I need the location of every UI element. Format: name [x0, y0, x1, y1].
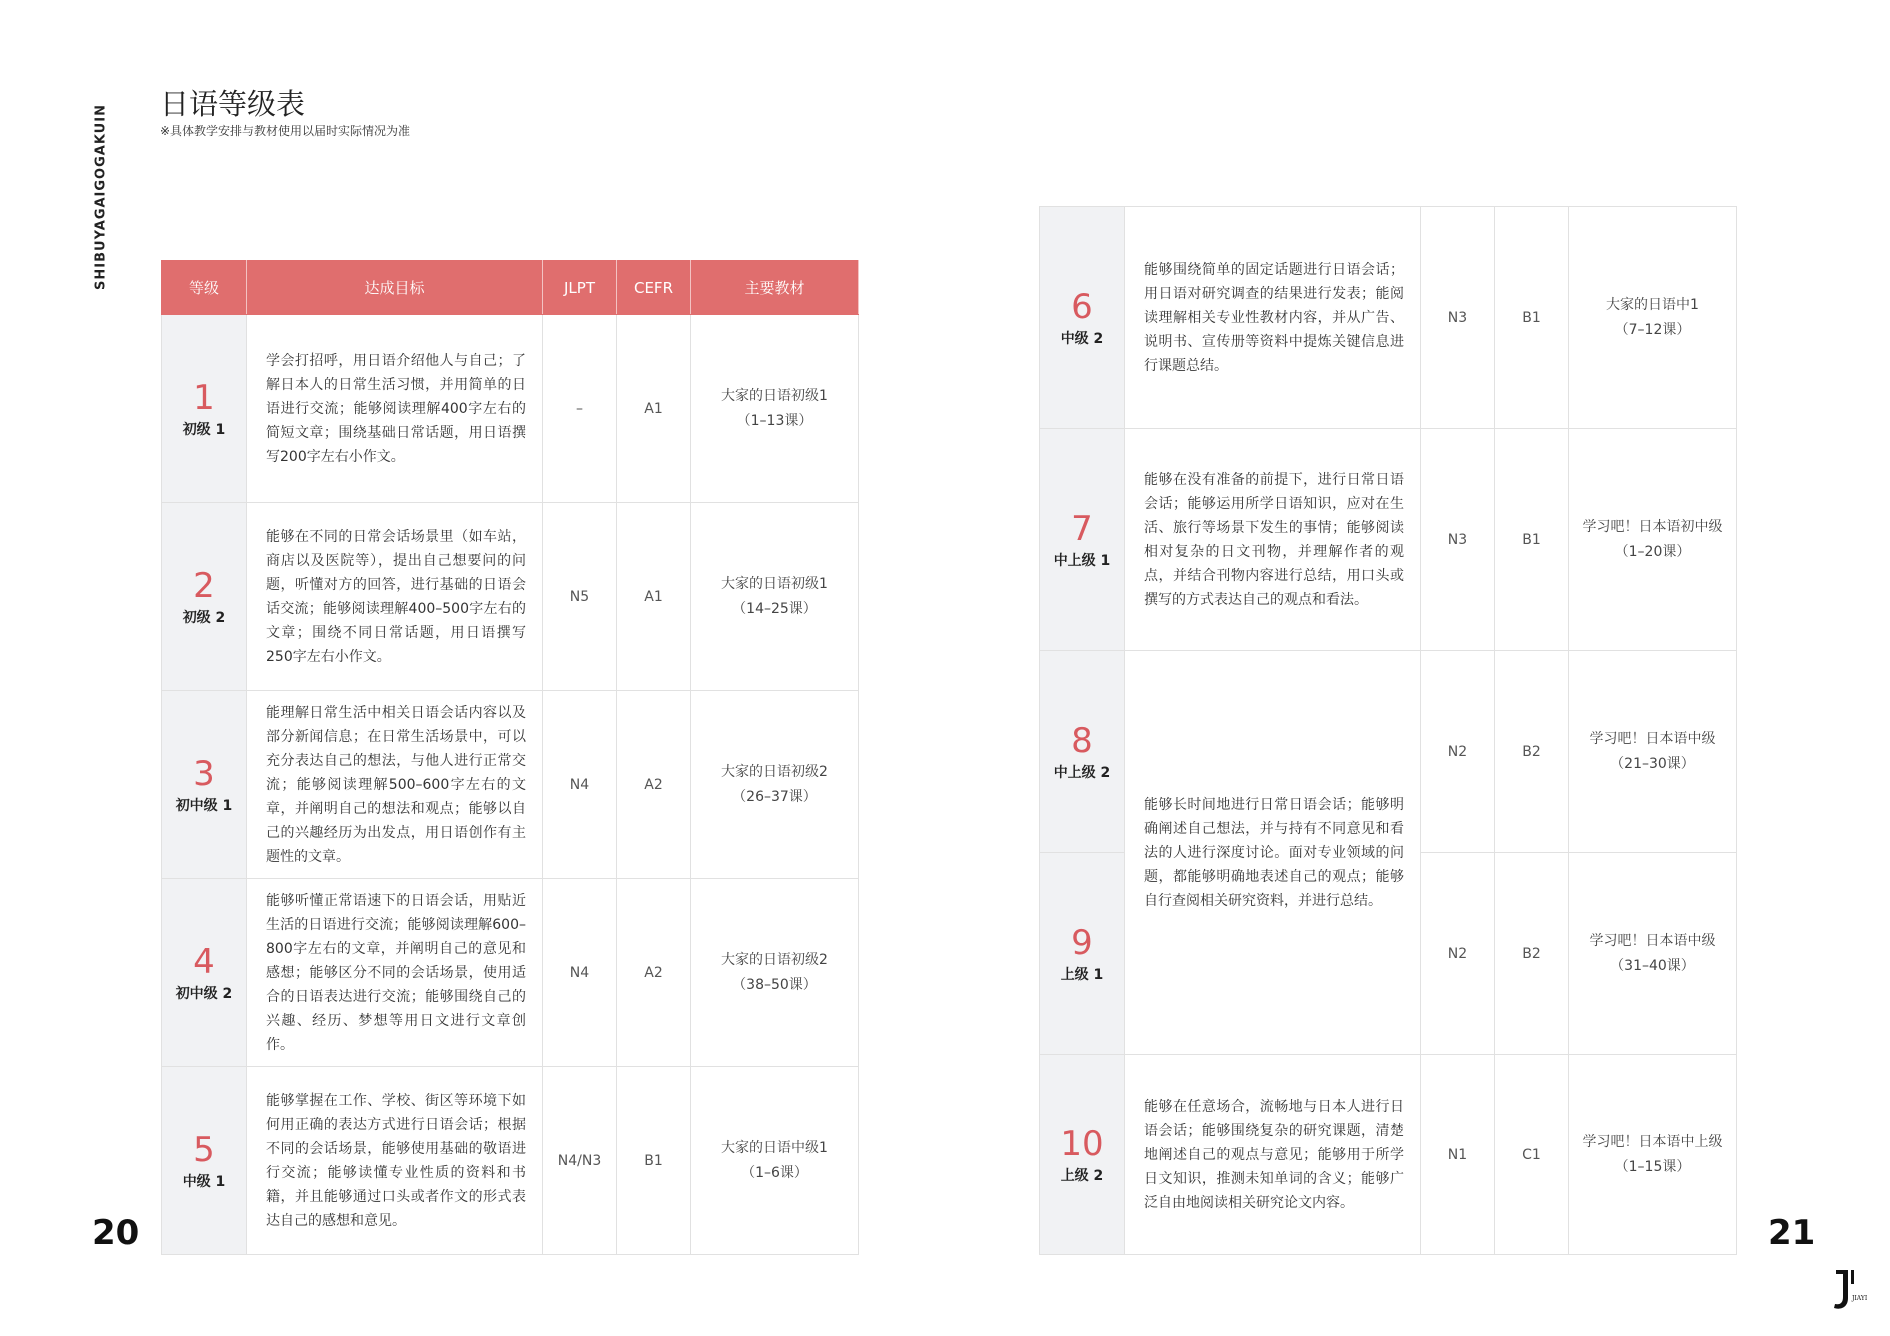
- material-lessons: （1–6课）: [741, 1164, 808, 1181]
- goal-text: 能理解日常生活中相关日语会话内容以及部分新闻信息；在日常生活场景中，可以充分表达自己的想法，与他人进行正常交流；能够阅读理解500–600字左右的文章，并阐明自己的想法和观点；能够以自己的兴趣经历为出发点，用日语创作有主题性的文章。: [247, 691, 543, 879]
- level-number: 5: [193, 1129, 215, 1170]
- material-cell: [691, 315, 859, 503]
- material-lessons: （31–40课）: [1610, 957, 1695, 974]
- level-cell: [162, 691, 247, 879]
- material-cell: [1569, 651, 1737, 853]
- level-name: 初级 2: [182, 609, 226, 626]
- table-row: [1040, 651, 1737, 853]
- jlpt-value: N2: [1421, 651, 1495, 853]
- goal-text: 能够长时间地进行日常日语会话；能够明确阐述自己想法，并与持有不同意见和看法的人进行深度讨论。面对专业领域的问题，都能够明确地表述自己的观点；能够自行查阅相关研究资料，并进行总结。: [1125, 651, 1421, 1055]
- jlpt-value: –: [543, 315, 617, 503]
- goal-text: 学会打招呼，用日语介绍他人与自己；了解日本人的日常生活习惯，并用简单的日语进行交流；能够阅读理解400字左右的简短文章；围绕基础日常话题，用日语撰写200字左右小作文。: [247, 315, 543, 503]
- cefr-value: A2: [617, 691, 691, 879]
- level-name: 初中级 2: [175, 985, 233, 1002]
- goal-text: 能够在没有准备的前提下，进行日常日语会话；能够运用所学日语知识，应对在生活、旅行等场景下发生的事情；能够阅读相对复杂的日文刊物，并理解作者的观点，并结合刊物内容进行总结，用口头或撰写的方式表达自己的观点和看法。: [1125, 429, 1421, 651]
- table-row: [1040, 207, 1737, 429]
- level-name: 初中级 1: [175, 797, 233, 814]
- goal-text: 能够在不同的日常会话场景里（如车站，商店以及医院等），提出自己想要问的问题，听懂对方的回答，进行基础的日语会话交流；能够阅读理解400–500字左右的文章；围绕不同日常话题，用日语撰写250字左右小作文。: [247, 503, 543, 691]
- level-cell: [1040, 1055, 1125, 1255]
- level-name: 中上级 2: [1053, 764, 1111, 781]
- material-title: 学习吧！日本语中级: [1589, 730, 1716, 747]
- cefr-value: B1: [1495, 207, 1569, 429]
- material-title: 大家的日语初级2: [721, 951, 828, 968]
- goal-text: 能够在任意场合，流畅地与日本人进行日语会话；能够围绕复杂的研究课题，清楚地阐述自己的观点与意见；能够用于所学日文知识，推测未知单词的含义；能够广泛自由地阅读相关研究论文内容。: [1125, 1055, 1421, 1255]
- level-number: 8: [1071, 720, 1093, 761]
- table-row: [1040, 429, 1737, 651]
- school-name-vertical: SHIBUYAGAIGOGAKUIN: [93, 104, 109, 290]
- jlpt-value: N4/N3: [543, 1067, 617, 1255]
- jlpt-value: N1: [1421, 1055, 1495, 1255]
- level-name: 上级 2: [1060, 1167, 1104, 1184]
- level-cell: [162, 315, 247, 503]
- level-name: 中上级 1: [1053, 552, 1111, 569]
- level-table-right: [1039, 206, 1737, 1255]
- level-name: 中级 2: [1060, 330, 1104, 347]
- cefr-value: B1: [617, 1067, 691, 1255]
- level-number: 3: [193, 753, 215, 794]
- material-lessons: （1–15课）: [1614, 1158, 1691, 1175]
- level-number: 1: [193, 377, 215, 418]
- table-row: [162, 1067, 859, 1255]
- table-header-row: [162, 261, 859, 315]
- jlpt-value: N2: [1421, 853, 1495, 1055]
- level-cell: [162, 1067, 247, 1255]
- material-cell: [691, 503, 859, 691]
- cefr-value: A2: [617, 879, 691, 1067]
- level-table-left: [161, 260, 859, 1255]
- material-cell: [691, 1067, 859, 1255]
- level-cell: [162, 503, 247, 691]
- goal-text: 能够围绕简单的固定话题进行日语会话；用日语对研究调查的结果进行发表；能阅读理解相关专业性教材内容，并从广告、说明书、宣传册等资料中提炼关键信息进行课题总结。: [1125, 207, 1421, 429]
- cefr-value: C1: [1495, 1055, 1569, 1255]
- level-number: 2: [193, 565, 215, 606]
- level-number: 9: [1071, 922, 1093, 963]
- level-number: 10: [1060, 1123, 1104, 1164]
- page-note: ※具体教学安排与教材使用以届时实际情况为准: [160, 124, 411, 138]
- material-lessons: （26–37课）: [732, 788, 817, 805]
- material-lessons: （1–13课）: [736, 412, 813, 429]
- material-title: 大家的日语初级1: [721, 387, 828, 404]
- material-title: 学习吧！日本语中级: [1589, 932, 1716, 949]
- material-lessons: （38–50课）: [732, 976, 817, 993]
- header-cefr: CEFR: [617, 261, 691, 315]
- page-number-right: 21: [1768, 1213, 1816, 1253]
- page-number-left: 20: [92, 1213, 140, 1253]
- level-number: 4: [193, 941, 215, 982]
- level-name: 初级 1: [182, 421, 226, 438]
- page-title: 日语等级表: [160, 87, 306, 121]
- table-row: [1040, 1055, 1737, 1255]
- material-cell: [1569, 1055, 1737, 1255]
- material-title: 大家的日语中级1: [721, 1139, 828, 1156]
- level-name: 中级 1: [182, 1173, 226, 1190]
- material-lessons: （1–20课）: [1614, 543, 1691, 560]
- goal-text: 能够掌握在工作、学校、街区等环境下如何用正确的表达方式进行日语会话；根据不同的会话场景，能够使用基础的敬语进行交流；能够读懂专业性质的资料和书籍，并且能够通过口头或者作文的形式表达自己的感想和意见。: [247, 1067, 543, 1255]
- material-title: 学习吧！日本语中上级: [1582, 1133, 1723, 1150]
- cefr-value: B2: [1495, 853, 1569, 1055]
- table-row: [162, 879, 859, 1067]
- level-cell: [1040, 853, 1125, 1055]
- table-row: [162, 503, 859, 691]
- cefr-value: A1: [617, 315, 691, 503]
- jlpt-value: N4: [543, 691, 617, 879]
- material-cell: [1569, 207, 1737, 429]
- jlpt-value: N5: [543, 503, 617, 691]
- level-cell: [1040, 207, 1125, 429]
- level-number: 7: [1071, 508, 1093, 549]
- level-cell: [162, 879, 247, 1067]
- level-number: 6: [1071, 286, 1093, 327]
- header-material: 主要教材: [691, 261, 859, 315]
- material-title: 大家的日语中1: [1606, 296, 1699, 313]
- goal-text: 能够听懂正常语速下的日语会话，用贴近生活的日语进行交流；能够阅读理解600–800字左右的文章，并阐明自己的意见和感想；能够区分不同的会话场景，使用适合的日语表达进行交流；能够围绕自己的兴趣、经历、梦想等用日文进行文章创作。: [247, 879, 543, 1067]
- jlpt-value: N3: [1421, 429, 1495, 651]
- table-row: [162, 315, 859, 503]
- material-lessons: （14–25课）: [732, 600, 817, 617]
- svg-text:JIAYI: JIAYI: [1852, 1295, 1868, 1302]
- material-cell: [691, 879, 859, 1067]
- material-cell: [1569, 429, 1737, 651]
- jlpt-value: N3: [1421, 207, 1495, 429]
- material-title: 大家的日语初级2: [721, 763, 828, 780]
- material-cell: [691, 691, 859, 879]
- material-title: 学习吧！日本语初中级: [1582, 518, 1723, 535]
- material-lessons: （7–12课）: [1614, 321, 1691, 338]
- level-cell: [1040, 651, 1125, 853]
- brand-logo: [1832, 1268, 1876, 1312]
- header-jlpt: JLPT: [543, 261, 617, 315]
- brand-logo-mark: [1832, 1268, 1876, 1312]
- material-cell: [1569, 853, 1737, 1055]
- header-level: 等级: [162, 261, 247, 315]
- cefr-value: B1: [1495, 429, 1569, 651]
- level-cell: [1040, 429, 1125, 651]
- jlpt-value: N4: [543, 879, 617, 1067]
- cefr-value: B2: [1495, 651, 1569, 853]
- cefr-value: A1: [617, 503, 691, 691]
- header-goal: 达成目标: [247, 261, 543, 315]
- material-title: 大家的日语初级1: [721, 575, 828, 592]
- level-name: 上级 1: [1060, 966, 1104, 983]
- material-lessons: （21–30课）: [1610, 755, 1695, 772]
- table-row: [162, 691, 859, 879]
